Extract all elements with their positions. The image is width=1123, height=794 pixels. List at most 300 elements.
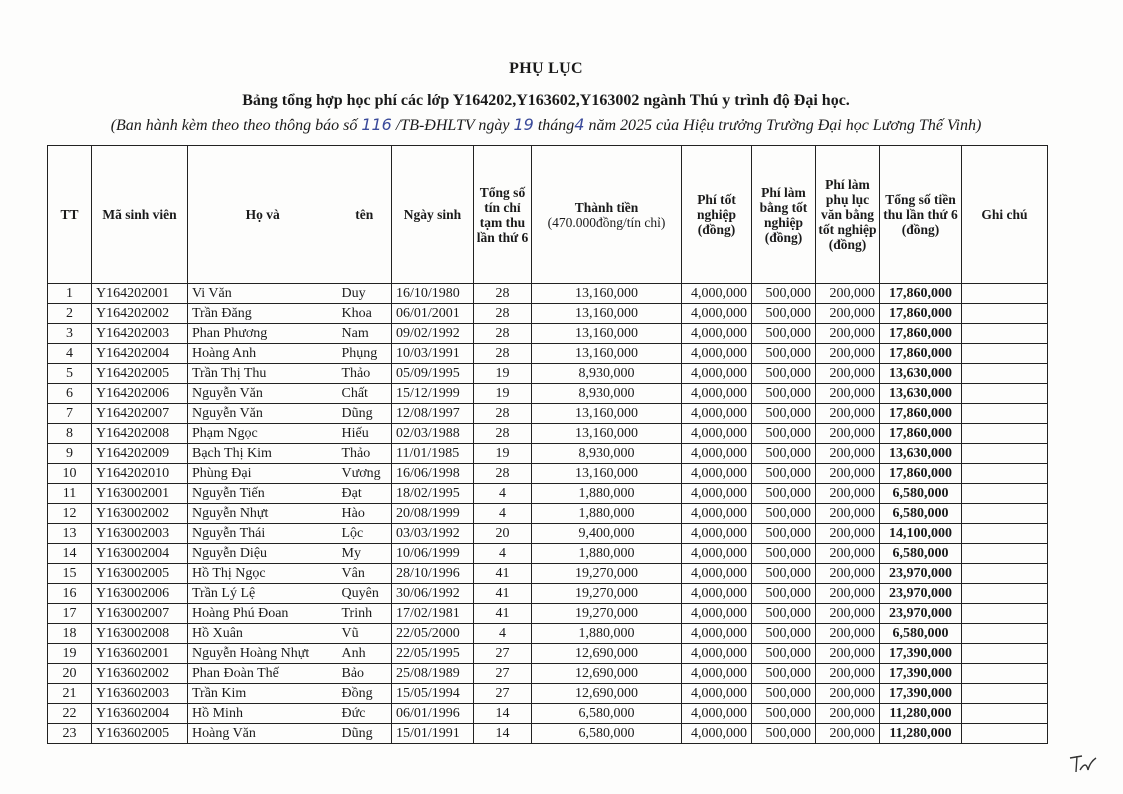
cell-note: [962, 544, 1048, 564]
cell-grad-fee: 4,000,000: [682, 624, 752, 644]
cell-last-name: Nguyễn Văn: [188, 384, 338, 404]
cell-tt: 20: [48, 664, 92, 684]
cell-first-name: Hiếu: [338, 424, 392, 444]
cell-credits: 28: [474, 284, 532, 304]
cell-credits: 28: [474, 404, 532, 424]
cell-first-name: Quyên: [338, 584, 392, 604]
cell-amount: 13,160,000: [532, 404, 682, 424]
cell-note: [962, 684, 1048, 704]
cell-cert-fee: 500,000: [752, 304, 816, 324]
header-first-name: tên: [338, 146, 392, 284]
table-row: [48, 524, 1048, 544]
cell-student-id: Y163002006: [92, 584, 188, 604]
table-row: [48, 424, 1048, 444]
table-header-row: [48, 146, 1048, 284]
cell-first-name: Trinh: [338, 604, 392, 624]
cell-grad-fee: 4,000,000: [682, 564, 752, 584]
cell-first-name: Duy: [338, 284, 392, 304]
cell-grad-fee: 4,000,000: [682, 464, 752, 484]
cell-total: 17,860,000: [880, 404, 962, 424]
cell-dob: 06/01/1996: [392, 704, 474, 724]
table-row: [48, 644, 1048, 664]
cell-amount: 13,160,000: [532, 464, 682, 484]
cell-credits: 4: [474, 504, 532, 524]
cell-dob: 15/12/1999: [392, 384, 474, 404]
cell-appendix-fee: 200,000: [816, 464, 880, 484]
table-row: [48, 464, 1048, 484]
cell-total: 23,970,000: [880, 564, 962, 584]
cell-credits: 28: [474, 304, 532, 324]
cell-first-name: Dũng: [338, 724, 392, 744]
cell-total: 13,630,000: [880, 364, 962, 384]
header-total: Tổng số tiền thu lần thứ 6 (đồng): [880, 146, 962, 284]
header-note: Ghi chú: [962, 146, 1048, 284]
cell-total: 14,100,000: [880, 524, 962, 544]
cell-tt: 19: [48, 644, 92, 664]
cell-last-name: Hồ Thị Ngọc: [188, 564, 338, 584]
cell-total: 17,390,000: [880, 684, 962, 704]
cell-cert-fee: 500,000: [752, 444, 816, 464]
cell-credits: 28: [474, 324, 532, 344]
cell-credits: 28: [474, 424, 532, 444]
cell-total: 13,630,000: [880, 384, 962, 404]
cell-last-name: Nguyễn Tiến: [188, 484, 338, 504]
cell-amount: 9,400,000: [532, 524, 682, 544]
cell-student-id: Y163002004: [92, 544, 188, 564]
cell-dob: 09/02/1992: [392, 324, 474, 344]
issuance-note: [0, 115, 1092, 135]
cell-credits: 4: [474, 484, 532, 504]
cell-credits: 27: [474, 684, 532, 704]
cell-cert-fee: 500,000: [752, 344, 816, 364]
cell-grad-fee: 4,000,000: [682, 344, 752, 364]
cell-credits: 27: [474, 644, 532, 664]
cell-amount: 13,160,000: [532, 424, 682, 444]
cell-note: [962, 564, 1048, 584]
cell-student-id: Y164202007: [92, 404, 188, 424]
cell-last-name: Phạm Ngọc: [188, 424, 338, 444]
cell-last-name: Trần Thị Thu: [188, 364, 338, 384]
cell-student-id: Y163002003: [92, 524, 188, 544]
handwritten-doc-number: 116: [361, 115, 392, 134]
table-row: [48, 484, 1048, 504]
header-amount: [532, 146, 682, 284]
cell-student-id: Y164202010: [92, 464, 188, 484]
cell-dob: 16/10/1980: [392, 284, 474, 304]
cell-amount: 1,880,000: [532, 484, 682, 504]
cell-cert-fee: 500,000: [752, 624, 816, 644]
header-dob: Ngày sinh: [392, 146, 474, 284]
cell-amount: 8,930,000: [532, 444, 682, 464]
cell-grad-fee: 4,000,000: [682, 584, 752, 604]
cell-amount: 1,880,000: [532, 544, 682, 564]
cell-tt: 16: [48, 584, 92, 604]
cell-tt: 3: [48, 324, 92, 344]
cell-note: [962, 664, 1048, 684]
cell-student-id: Y164202008: [92, 424, 188, 444]
cell-total: 23,970,000: [880, 604, 962, 624]
cell-credits: 20: [474, 524, 532, 544]
cell-appendix-fee: 200,000: [816, 444, 880, 464]
cell-appendix-fee: 200,000: [816, 684, 880, 704]
table-row: [48, 624, 1048, 644]
cell-dob: 28/10/1996: [392, 564, 474, 584]
cell-credits: 14: [474, 704, 532, 724]
cell-amount: 19,270,000: [532, 604, 682, 624]
cell-tt: 4: [48, 344, 92, 364]
cell-last-name: Hoàng Văn: [188, 724, 338, 744]
cell-total: 13,630,000: [880, 444, 962, 464]
cell-tt: 13: [48, 524, 92, 544]
cell-tt: 12: [48, 504, 92, 524]
cell-first-name: Đức: [338, 704, 392, 724]
cell-credits: 14: [474, 724, 532, 744]
cell-tt: 21: [48, 684, 92, 704]
cell-grad-fee: 4,000,000: [682, 364, 752, 384]
cell-credits: 28: [474, 464, 532, 484]
header-credits: Tổng số tín chỉ tạm thu lần thứ 6: [474, 146, 532, 284]
header-cert-fee: Phí làm bằng tốt nghiệp (đồng): [752, 146, 816, 284]
table-row: [48, 364, 1048, 384]
cell-note: [962, 404, 1048, 424]
tuition-fee-table: [47, 145, 1048, 744]
table-row: [48, 324, 1048, 344]
cell-appendix-fee: 200,000: [816, 404, 880, 424]
cell-tt: 17: [48, 604, 92, 624]
header-grad-fee: Phí tốt nghiệp (đồng): [682, 146, 752, 284]
table-row: [48, 664, 1048, 684]
cell-last-name: Nguyễn Thái: [188, 524, 338, 544]
cell-total: 6,580,000: [880, 484, 962, 504]
issuance-text-4: năm 2025 của Hiệu trưởng Trường Đại học Lương Thế Vinh): [584, 117, 982, 134]
cell-cert-fee: 500,000: [752, 484, 816, 504]
header-tt: TT: [48, 146, 92, 284]
issuance-text-3: tháng: [533, 117, 575, 134]
cell-note: [962, 504, 1048, 524]
cell-student-id: Y164202004: [92, 344, 188, 364]
cell-first-name: My: [338, 544, 392, 564]
cell-student-id: Y164202005: [92, 364, 188, 384]
header-appendix-fee: Phí làm phụ lục văn bằng tốt nghiệp (đồng): [816, 146, 880, 284]
cell-note: [962, 584, 1048, 604]
cell-appendix-fee: 200,000: [816, 484, 880, 504]
cell-last-name: Phan Đoàn Thế: [188, 664, 338, 684]
cell-note: [962, 424, 1048, 444]
cell-last-name: Phùng Đại: [188, 464, 338, 484]
cell-appendix-fee: 200,000: [816, 324, 880, 344]
cell-dob: 18/02/1995: [392, 484, 474, 504]
cell-total: 17,860,000: [880, 464, 962, 484]
cell-last-name: Hồ Xuân: [188, 624, 338, 644]
cell-cert-fee: 500,000: [752, 384, 816, 404]
header-amount-label: Thành tiền: [574, 199, 639, 215]
issuance-text-2: /TB-ĐHLTV ngày: [391, 117, 514, 134]
cell-dob: 30/06/1992: [392, 584, 474, 604]
cell-student-id: Y163002008: [92, 624, 188, 644]
cell-appendix-fee: 200,000: [816, 724, 880, 744]
cell-first-name: Dũng: [338, 404, 392, 424]
cell-cert-fee: 500,000: [752, 424, 816, 444]
cell-last-name: Nguyễn Văn: [188, 404, 338, 424]
cell-tt: 14: [48, 544, 92, 564]
cell-first-name: Vương: [338, 464, 392, 484]
cell-last-name: Trần Đăng: [188, 304, 338, 324]
cell-cert-fee: 500,000: [752, 584, 816, 604]
cell-credits: 41: [474, 564, 532, 584]
cell-total: 11,280,000: [880, 724, 962, 744]
cell-amount: 6,580,000: [532, 724, 682, 744]
cell-first-name: Hào: [338, 504, 392, 524]
table-row: [48, 384, 1048, 404]
cell-grad-fee: 4,000,000: [682, 664, 752, 684]
cell-cert-fee: 500,000: [752, 464, 816, 484]
cell-cert-fee: 500,000: [752, 284, 816, 304]
cell-cert-fee: 500,000: [752, 704, 816, 724]
cell-tt: 15: [48, 564, 92, 584]
cell-last-name: Hồ Minh: [188, 704, 338, 724]
table-body: [48, 284, 1048, 744]
cell-first-name: Đồng: [338, 684, 392, 704]
cell-grad-fee: 4,000,000: [682, 484, 752, 504]
cell-note: [962, 484, 1048, 504]
table-row: [48, 564, 1048, 584]
cell-dob: 22/05/1995: [392, 644, 474, 664]
cell-note: [962, 644, 1048, 664]
cell-total: 17,390,000: [880, 644, 962, 664]
cell-credits: 28: [474, 344, 532, 364]
cell-last-name: Trần Kim: [188, 684, 338, 704]
cell-note: [962, 624, 1048, 644]
cell-tt: 8: [48, 424, 92, 444]
cell-appendix-fee: 200,000: [816, 644, 880, 664]
cell-cert-fee: 500,000: [752, 724, 816, 744]
cell-credits: 41: [474, 604, 532, 624]
cell-first-name: Phụng: [338, 344, 392, 364]
cell-tt: 18: [48, 624, 92, 644]
cell-first-name: Vũ: [338, 624, 392, 644]
cell-appendix-fee: 200,000: [816, 544, 880, 564]
cell-dob: 05/09/1995: [392, 364, 474, 384]
cell-grad-fee: 4,000,000: [682, 284, 752, 304]
cell-amount: 8,930,000: [532, 384, 682, 404]
cell-dob: 10/06/1999: [392, 544, 474, 564]
cell-grad-fee: 4,000,000: [682, 604, 752, 624]
cell-appendix-fee: 200,000: [816, 584, 880, 604]
cell-tt: 9: [48, 444, 92, 464]
header-amount-rate: (470.000đồng/tín chỉ): [547, 214, 666, 230]
cell-credits: 19: [474, 364, 532, 384]
table-row: [48, 684, 1048, 704]
cell-grad-fee: 4,000,000: [682, 324, 752, 344]
cell-note: [962, 284, 1048, 304]
cell-total: 6,580,000: [880, 504, 962, 524]
cell-appendix-fee: 200,000: [816, 364, 880, 384]
cell-amount: 6,580,000: [532, 704, 682, 724]
cell-grad-fee: 4,000,000: [682, 404, 752, 424]
cell-appendix-fee: 200,000: [816, 384, 880, 404]
cell-dob: 20/08/1999: [392, 504, 474, 524]
cell-note: [962, 304, 1048, 324]
cell-student-id: Y163602004: [92, 704, 188, 724]
cell-total: 6,580,000: [880, 544, 962, 564]
cell-student-id: Y164202002: [92, 304, 188, 324]
cell-note: [962, 364, 1048, 384]
cell-total: 17,860,000: [880, 424, 962, 444]
cell-dob: 02/03/1988: [392, 424, 474, 444]
cell-grad-fee: 4,000,000: [682, 684, 752, 704]
table-row: [48, 304, 1048, 324]
cell-note: [962, 384, 1048, 404]
cell-first-name: Vân: [338, 564, 392, 584]
cell-amount: 8,930,000: [532, 364, 682, 384]
cell-last-name: Nguyễn Diệu: [188, 544, 338, 564]
cell-appendix-fee: 200,000: [816, 424, 880, 444]
cell-amount: 1,880,000: [532, 504, 682, 524]
cell-cert-fee: 500,000: [752, 564, 816, 584]
cell-last-name: Phan Phương: [188, 324, 338, 344]
cell-appendix-fee: 200,000: [816, 304, 880, 324]
cell-tt: 11: [48, 484, 92, 504]
table-row: [48, 284, 1048, 304]
cell-dob: 15/05/1994: [392, 684, 474, 704]
cell-student-id: Y163002005: [92, 564, 188, 584]
cell-dob: 25/08/1989: [392, 664, 474, 684]
cell-note: [962, 344, 1048, 364]
cell-student-id: Y163602003: [92, 684, 188, 704]
cell-total: 6,580,000: [880, 624, 962, 644]
cell-first-name: Thảo: [338, 364, 392, 384]
cell-dob: 12/08/1997: [392, 404, 474, 424]
cell-total: 17,860,000: [880, 304, 962, 324]
table-row: [48, 604, 1048, 624]
cell-credits: 19: [474, 444, 532, 464]
cell-amount: 12,690,000: [532, 684, 682, 704]
cell-appendix-fee: 200,000: [816, 664, 880, 684]
cell-appendix-fee: 200,000: [816, 564, 880, 584]
cell-amount: 1,880,000: [532, 624, 682, 644]
cell-student-id: Y163602005: [92, 724, 188, 744]
cell-credits: 4: [474, 544, 532, 564]
cell-total: 17,860,000: [880, 324, 962, 344]
cell-note: [962, 524, 1048, 544]
table-row: [48, 544, 1048, 564]
cell-grad-fee: 4,000,000: [682, 544, 752, 564]
cell-tt: 10: [48, 464, 92, 484]
issuance-text-1: (Ban hành kèm theo theo thông báo số: [110, 117, 362, 134]
cell-last-name: Hoàng Phú Đoan: [188, 604, 338, 624]
cell-first-name: Khoa: [338, 304, 392, 324]
cell-amount: 13,160,000: [532, 284, 682, 304]
cell-dob: 22/05/2000: [392, 624, 474, 644]
cell-amount: 13,160,000: [532, 304, 682, 324]
cell-amount: 19,270,000: [532, 584, 682, 604]
cell-note: [962, 724, 1048, 744]
cell-cert-fee: 500,000: [752, 404, 816, 424]
cell-tt: 5: [48, 364, 92, 384]
cell-grad-fee: 4,000,000: [682, 724, 752, 744]
cell-grad-fee: 4,000,000: [682, 504, 752, 524]
cell-tt: 22: [48, 704, 92, 724]
cell-credits: 41: [474, 584, 532, 604]
cell-note: [962, 464, 1048, 484]
cell-appendix-fee: 200,000: [816, 504, 880, 524]
cell-first-name: Nam: [338, 324, 392, 344]
cell-note: [962, 704, 1048, 724]
cell-credits: 27: [474, 664, 532, 684]
cell-amount: 19,270,000: [532, 564, 682, 584]
cell-grad-fee: 4,000,000: [682, 424, 752, 444]
cell-tt: 1: [48, 284, 92, 304]
cell-first-name: Bảo: [338, 664, 392, 684]
cell-tt: 7: [48, 404, 92, 424]
cell-amount: 12,690,000: [532, 664, 682, 684]
cell-dob: 17/02/1981: [392, 604, 474, 624]
handwritten-month: 4: [574, 115, 585, 134]
cell-student-id: Y164202003: [92, 324, 188, 344]
cell-amount: 12,690,000: [532, 644, 682, 664]
appendix-heading: PHỤ LỤC: [509, 60, 583, 77]
cell-cert-fee: 500,000: [752, 684, 816, 704]
cell-cert-fee: 500,000: [752, 324, 816, 344]
table-row: [48, 344, 1048, 364]
cell-appendix-fee: 200,000: [816, 704, 880, 724]
cell-total: 11,280,000: [880, 704, 962, 724]
cell-student-id: Y164202009: [92, 444, 188, 464]
cell-dob: 03/03/1992: [392, 524, 474, 544]
cell-cert-fee: 500,000: [752, 364, 816, 384]
cell-total: 17,860,000: [880, 344, 962, 364]
cell-last-name: Nguyễn Nhựt: [188, 504, 338, 524]
cell-cert-fee: 500,000: [752, 524, 816, 544]
cell-student-id: Y163002002: [92, 504, 188, 524]
cell-note: [962, 604, 1048, 624]
cell-last-name: Bạch Thị Kim: [188, 444, 338, 464]
table-row: [48, 404, 1048, 424]
cell-credits: 4: [474, 624, 532, 644]
cell-cert-fee: 500,000: [752, 504, 816, 524]
cell-grad-fee: 4,000,000: [682, 384, 752, 404]
cell-first-name: Thảo: [338, 444, 392, 464]
cell-tt: 2: [48, 304, 92, 324]
cell-total: 17,860,000: [880, 284, 962, 304]
cell-student-id: Y164202006: [92, 384, 188, 404]
cell-grad-fee: 4,000,000: [682, 444, 752, 464]
cell-student-id: Y163602002: [92, 664, 188, 684]
cell-appendix-fee: 200,000: [816, 604, 880, 624]
cell-total: 17,390,000: [880, 664, 962, 684]
cell-dob: 11/01/1985: [392, 444, 474, 464]
cell-last-name: Hoàng Anh: [188, 344, 338, 364]
table-row: [48, 704, 1048, 724]
cell-amount: 13,160,000: [532, 344, 682, 364]
cell-cert-fee: 500,000: [752, 604, 816, 624]
cell-student-id: Y164202001: [92, 284, 188, 304]
header-student-id: Mã sinh viên: [92, 146, 188, 284]
cell-student-id: Y163602001: [92, 644, 188, 664]
cell-dob: 06/01/2001: [392, 304, 474, 324]
cell-dob: 10/03/1991: [392, 344, 474, 364]
cell-cert-fee: 500,000: [752, 664, 816, 684]
cell-grad-fee: 4,000,000: [682, 644, 752, 664]
cell-credits: 19: [474, 384, 532, 404]
cell-cert-fee: 500,000: [752, 544, 816, 564]
cell-dob: 16/06/1998: [392, 464, 474, 484]
cell-grad-fee: 4,000,000: [682, 304, 752, 324]
cell-appendix-fee: 200,000: [816, 624, 880, 644]
cell-amount: 13,160,000: [532, 324, 682, 344]
cell-dob: 15/01/1991: [392, 724, 474, 744]
cell-first-name: Đạt: [338, 484, 392, 504]
